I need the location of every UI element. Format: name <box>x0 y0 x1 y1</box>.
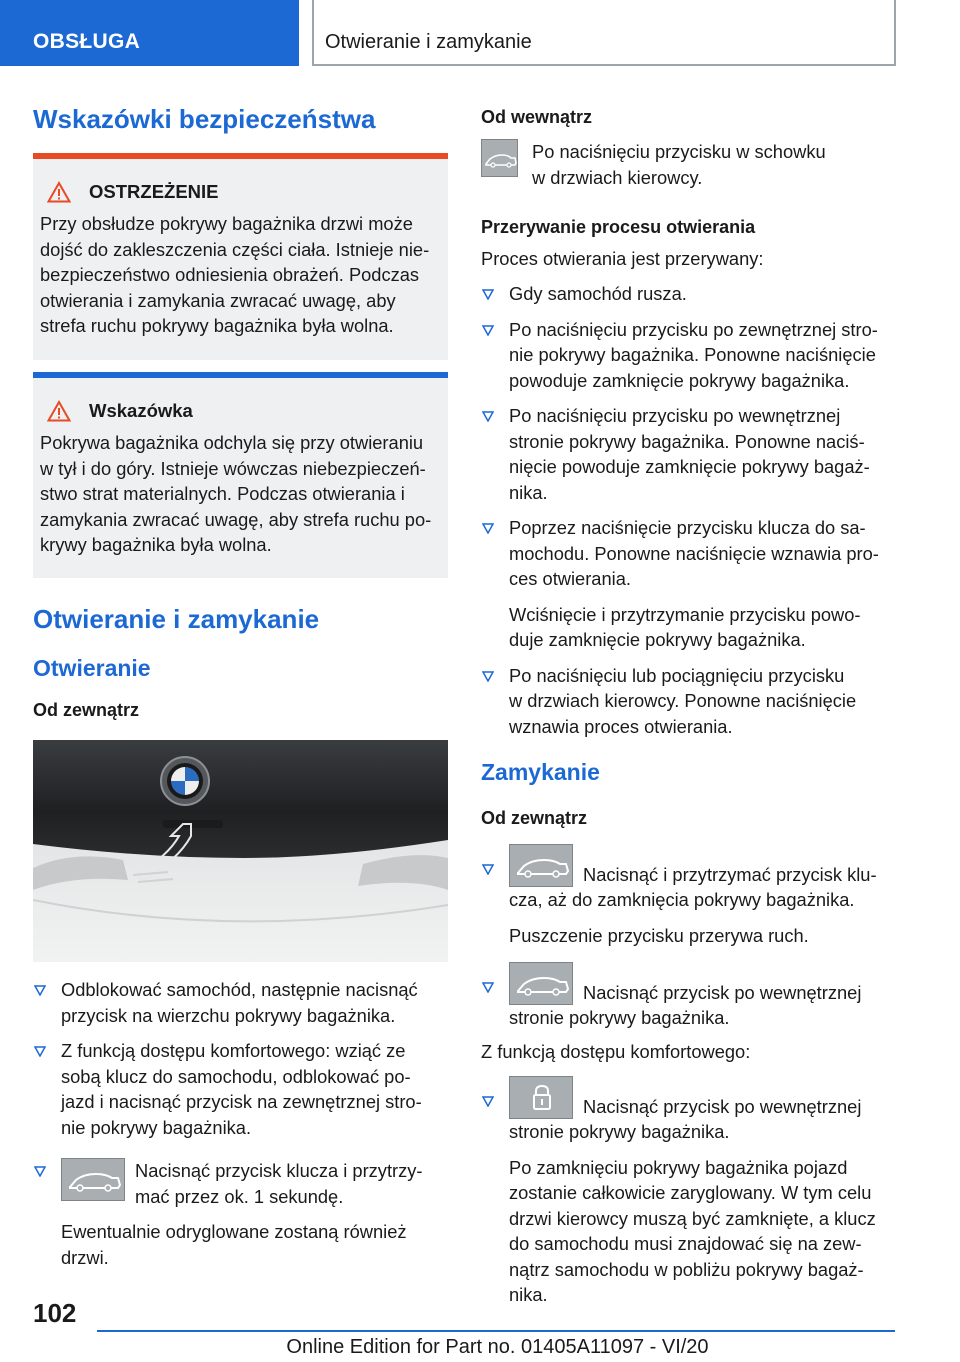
bullet-triangle-icon <box>34 1166 46 1177</box>
car-trunk-key-button-icon <box>61 1158 125 1201</box>
inside-text: Po naciśnięciu przycisku w schowku w drzwiach kierowcy. <box>532 141 826 188</box>
list-item: Nacisnąć przycisk po wewnętrznej stronie pokrywy bagażnika. <box>481 962 896 1031</box>
bullet-triangle-icon <box>482 289 494 300</box>
header-section-label: OBSŁUGA <box>33 30 141 53</box>
bullet-triangle-icon <box>482 1096 494 1107</box>
left-column <box>33 100 448 1280</box>
bullet-triangle-icon <box>482 982 494 993</box>
list-item: Nacisnąć przycisk po wewnętrznej stronie pokrywy bagażnika. Po zamknięciu pokrywy bagażnika pojazd zostanie całkowicie zaryglowany. W tym celu drzwi kierowcy muszą być zamknięte, a klucz do samochodu musi znajdować się na zew- nątrz samochodu w pobliżu pokrywy bagaż- nika. <box>481 1076 896 1308</box>
opening-outside-list <box>33 977 448 1270</box>
list-item: Poprzez naciśnięcie przycisku klucza do sa- mochodu. Ponowne naciśnięcie wznawia pro- ces otwierania. Wciśnięcie i przytrzymanie przycisku powo- duje zamknięcie pokrywy bagażnika. <box>481 515 896 653</box>
bullet-triangle-icon <box>482 411 494 422</box>
list-item: Gdy samochód rusza. <box>481 281 896 307</box>
list-item: Z funkcją dostępu komfortowego: wziąć ze sobą klucz do samochodu, odblokować po- jazd i nacisnąć przycisk na zewnętrznej stro- nie pokrywy bagażnika. <box>33 1038 448 1140</box>
list-item: Nacisnąć przycisk klucza i przytrzy- mać przez ok. 1 sekundę. Ewentualnie odryglowane zostaną również drzwi. <box>33 1158 448 1270</box>
inside-row <box>481 139 896 190</box>
closing-list <box>481 844 896 1031</box>
bullet-triangle-icon <box>482 671 494 682</box>
note-text: Pokrywa bagażnika odchyla się przy otwieraniu w tył i do góry. Istnieje wówczas niebezpieczeń- stwo strat materialnych. Podczas otwierania i zamykania zwracać uwagę, aby strefa ruchu po- krywy bagażnika była wolna. <box>40 432 432 556</box>
open-close-heading: Otwieranie i zamykanie <box>33 604 320 635</box>
header-section-tab <box>0 0 299 66</box>
car-trunk-button-icon <box>481 139 518 177</box>
warning-triangle-icon <box>47 400 71 422</box>
car-trunk-inner-button-icon <box>509 962 573 1005</box>
outside-heading: Od zewnątrz <box>33 699 140 720</box>
interrupt-heading: Przerywanie procesu otwierania <box>481 217 756 238</box>
list-item: Po naciśnięciu lub pociągnięciu przycisku w drzwiach kierowcy. Ponowne naciśnięcie wznawia proces otwierania. <box>481 663 896 740</box>
warning-text: Przy obsłudze pokrywy bagażnika drzwi może dojść do zakleszczenia części ciała. Istnieje nie- bezpieczeństwo odniesienia obrażeń. Podczas otwierania i zamykania zwracać uwagę, aby strefa ruchu pokrywy bagażnika była wolna. <box>40 213 430 337</box>
list-item: Odblokować samochód, następnie nacisnąć przycisk na wierzchu pokrywy bagażnika. <box>33 977 448 1028</box>
car-trunk-key-button-icon <box>509 844 573 887</box>
bullet-triangle-icon <box>482 523 494 534</box>
list-item: Nacisnąć i przytrzymać przycisk klu- cza, aż do zamknięcia pokrywy bagażnika. Puszczenie przycisku przerywa ruch. <box>481 844 896 948</box>
comfort-intro: Z funkcją dostępu komfortowego: <box>481 1040 751 1062</box>
list-item: Po naciśnięciu przycisku po wewnętrznej stronie pokrywy bagażnika. Ponowne naciś- nięcie powoduje zamknięcie pokrywy bagaż- nika. <box>481 403 896 505</box>
opening-heading: Otwieranie <box>33 655 151 682</box>
list-item: Po naciśnięciu przycisku po zewnętrznej stro- nie pokrywy bagażnika. Ponowne naciśnięcie powoduje zamknięcie pokrywy bagażnika. <box>481 317 896 394</box>
interrupt-list <box>481 281 896 739</box>
comfort-list <box>481 1076 896 1308</box>
header-chapter-label: Otwieranie i zamykanie <box>325 31 532 53</box>
lock-button-icon <box>509 1076 573 1119</box>
inside-heading: Od wewnątrz <box>481 107 593 127</box>
safety-heading: Wskazówki bezpieczeństwa <box>33 104 376 134</box>
bullet-triangle-icon <box>482 864 494 875</box>
bullet-triangle-icon <box>34 1046 46 1057</box>
tailgate-button-photo <box>33 740 448 962</box>
interrupt-intro: Proces otwierania jest przerywany: <box>481 247 764 269</box>
note-box <box>33 372 448 578</box>
footer-rule <box>97 1330 895 1332</box>
bullet-triangle-icon <box>34 985 46 996</box>
header-chapter <box>312 0 896 66</box>
page-number: 102 <box>33 1298 77 1328</box>
closing-outside-heading: Od zewnątrz <box>481 807 588 828</box>
footer-edition: Online Edition for Part no. 01405A11097 - VI/20 <box>286 1336 709 1358</box>
note-title: Wskazówka <box>40 400 439 422</box>
warning-triangle-icon <box>47 181 71 203</box>
closing-heading: Zamykanie <box>481 759 600 786</box>
warning-box <box>33 153 448 360</box>
warning-title: OSTRZEŻENIE <box>40 181 439 203</box>
right-column <box>481 100 896 1318</box>
bullet-triangle-icon <box>482 325 494 336</box>
